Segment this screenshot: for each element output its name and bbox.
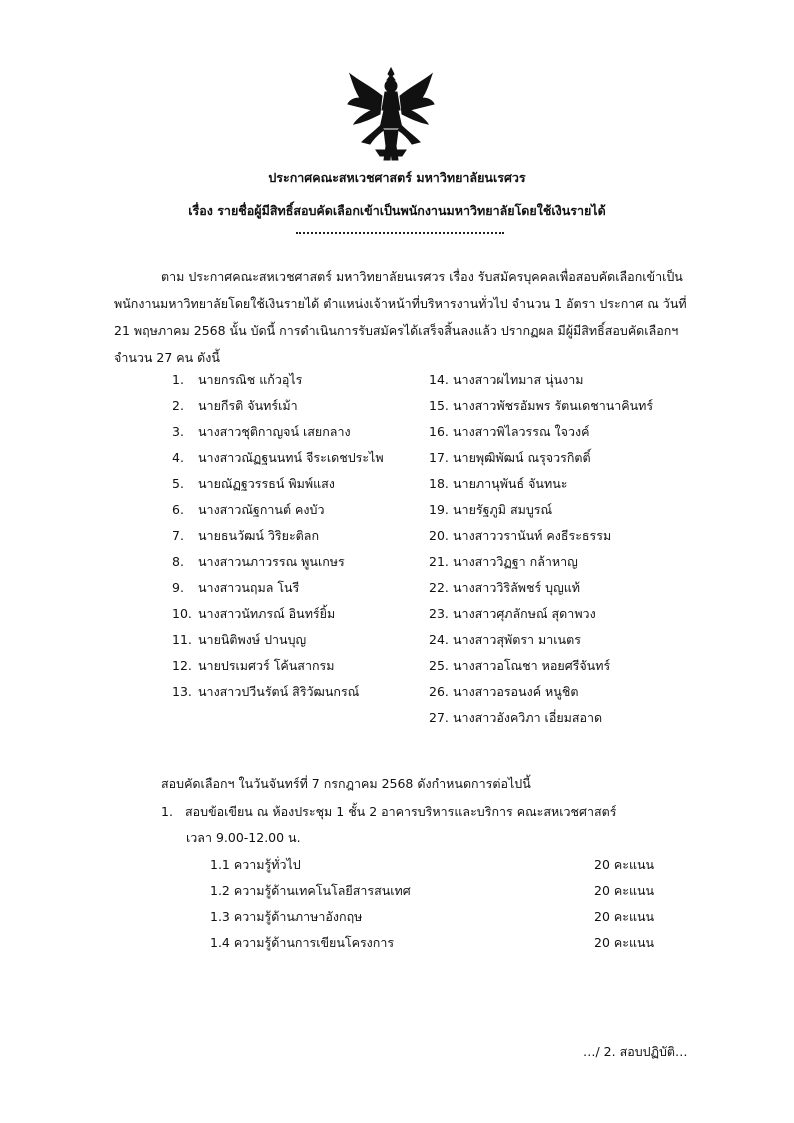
- list-item: 22. นางสาววิริลัพชร์ บุญแท้: [429, 580, 581, 595]
- exam-subject-label: 1.1 ความรู้ทั่วไป: [210, 857, 301, 872]
- exam-subject-label: 1.2 ความรู้ด้านเทคโนโลยีสารสนเทศ: [210, 883, 411, 898]
- list-item: 3. นางสาวชุติกาญจน์ เสยกลาง: [172, 424, 351, 439]
- exam-subject-score: 20 คะแนน: [594, 857, 655, 872]
- exam-time: เวลา 9.00-12.00 น.: [186, 830, 301, 845]
- list-item: 18. นายภานุพันธ์ จันทนะ: [429, 476, 568, 491]
- list-item: 11. นายนิติพงษ์ ปานบุญ: [172, 632, 307, 647]
- garuda-emblem: [346, 66, 436, 162]
- intro-paragraph: [114, 263, 687, 371]
- list-item: 15. นางสาวพัชรอัมพร รัตนเดชานาคินทร์: [429, 398, 654, 413]
- list-item: 5. นายณัฏฐวรรธน์ พิมพ์แสง: [172, 476, 335, 491]
- list-item: 25. นางสาวอโณชา หอยศรีจันทร์: [429, 658, 611, 673]
- exam-subject-score: 20 คะแนน: [594, 935, 655, 950]
- list-item: 12. นายปรเมศวร์ โค้นสากรม: [172, 658, 335, 673]
- exam-item-number: 1.: [161, 804, 173, 819]
- list-item: 21. นางสาววิฏฐา กล้าหาญ: [429, 554, 578, 569]
- list-item: 9. นางสาวนฤมล โนรี: [172, 580, 300, 595]
- list-item: 23. นางสาวศุภลักษณ์ สุดาพวง: [429, 606, 596, 621]
- dotted-separator: [296, 232, 504, 234]
- exam-subject-score: 20 คะแนน: [594, 909, 655, 924]
- exam-subject-label: 1.4 ความรู้ด้านการเขียนโครงการ: [210, 935, 395, 950]
- list-item: 26. นางสาวอรอนงค์ หนูชิต: [429, 684, 579, 699]
- page-continuation: …/ 2. สอบปฏิบัติ…: [583, 1044, 688, 1059]
- intro-line-1: ตาม ประกาศคณะสหเวชศาสตร์ มหาวิทยาลัยนเรศวร เรื่อง รับสมัครบุคคลเพื่อสอบคัดเลือกเข้าเป็น: [161, 269, 683, 284]
- candidate-list-left: [172, 367, 384, 705]
- intro-line-3: 21 พฤษภาคม 2568 นั้น บัดนี้ การดำเนินการรับสมัครได้เสร็จสิ้นลงแล้ว ปรากฏผล มีผู้มีสิทธิ์สอบคัดเลือกฯ: [114, 323, 679, 338]
- list-item: 24. นางสาวสุพัตรา มาเนตร: [429, 632, 581, 647]
- list-item: 19. นายรัฐภูมิ สมบูรณ์: [429, 502, 553, 517]
- announcement-subject: เรื่อง รายชื่อผู้มีสิทธิ์สอบคัดเลือกเข้าเป็นพนักงานมหาวิทยาลัยโดยใช้เงินรายได้: [188, 203, 606, 218]
- list-item: 16. นางสาวพิไลวรรณ ใจวงค์: [429, 424, 590, 439]
- list-item: 20. นางสาววรานันท์ คงธีระธรรม: [429, 528, 612, 543]
- list-item: 1. นายกรณิช แก้วอุไร: [172, 372, 303, 387]
- list-item: 13. นางสาวปวีนรัตน์ สิริวัฒนกรณ์: [172, 684, 360, 699]
- exam-subject-score: 20 คะแนน: [594, 883, 655, 898]
- intro-line-2: พนักงานมหาวิทยาลัยโดยใช้เงินรายได้ ตำแหน่งเจ้าหน้าที่บริหารงานทั่วไป จำนวน 1 อัตรา ประกาศ ณ วันที่: [114, 296, 687, 311]
- list-item: 14. นางสาวผไทมาส นุ่นงาม: [429, 372, 584, 387]
- list-item: 8. นางสาวนภาวรรณ พูนเกษร: [172, 554, 345, 569]
- list-item: 17. นายพุฒิพัฒน์ ณรุจวรกิตติ์: [429, 450, 591, 465]
- list-item: 10. นางสาวนัทภรณ์ อินทร์ยิ้ม: [172, 606, 336, 621]
- candidate-list-right: [429, 367, 653, 731]
- intro-line-4: จำนวน 27 คน ดังนี้: [114, 350, 220, 365]
- list-item: 6. นางสาวณัฐกานต์ คงบัว: [172, 502, 325, 517]
- list-item: 4. นางสาวณัฏฐนนทน์ จีระเดชประไพ: [172, 450, 384, 465]
- exam-item-text: สอบข้อเขียน ณ ห้องประชุม 1 ชั้น 2 อาคารบริหารและบริการ คณะสหเวชศาสตร์: [185, 804, 617, 819]
- exam-schedule-intro: สอบคัดเลือกฯ ในวันจันทร์ที่ 7 กรกฎาคม 2568 ดังกำหนดการต่อไปนี้: [161, 776, 531, 791]
- exam-item-written: [161, 802, 616, 822]
- list-item: 7. นายธนวัฒน์ วิริยะติลก: [172, 528, 320, 543]
- exam-subject-label: 1.3 ความรู้ด้านภาษาอังกฤษ: [210, 909, 363, 924]
- list-item: 2. นายกีรติ จันทร์เม้า: [172, 398, 298, 413]
- announcement-title: ประกาศคณะสหเวชศาสตร์ มหาวิทยาลัยนเรศวร: [268, 170, 526, 185]
- list-item: 27. นางสาวอังควิภา เอี่ยมสอาด: [429, 710, 603, 725]
